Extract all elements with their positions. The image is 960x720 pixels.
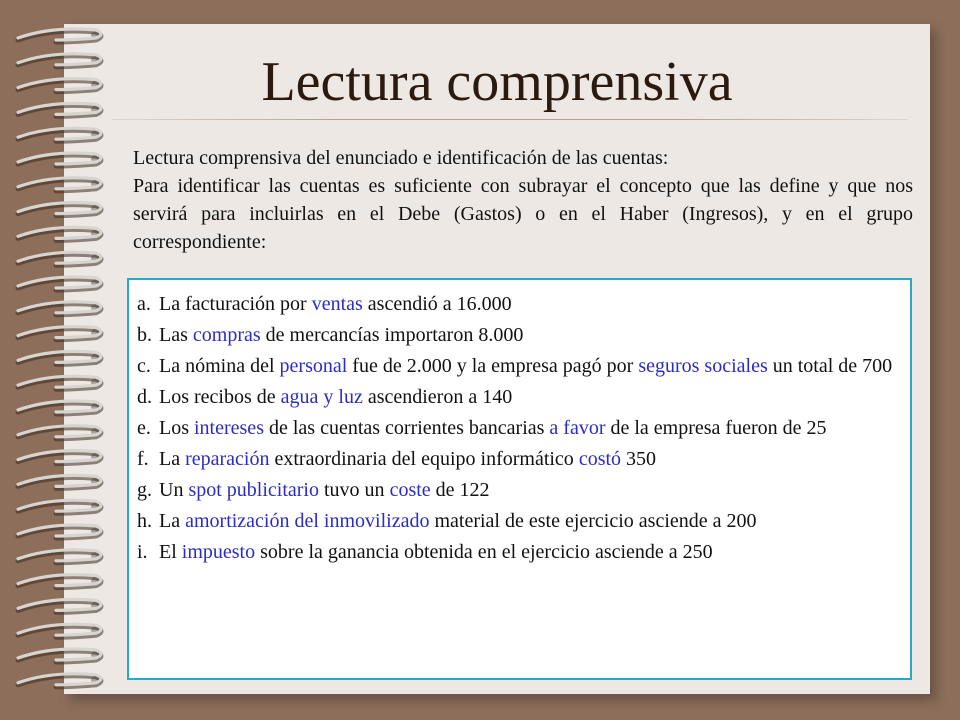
spiral-ring-icon bbox=[18, 277, 101, 290]
highlighted-concept: intereses bbox=[194, 417, 264, 439]
list-item bbox=[137, 537, 904, 568]
list-item-text bbox=[159, 537, 904, 568]
statement-text: El bbox=[159, 541, 182, 563]
list-item-letter: g. bbox=[137, 479, 152, 501]
list-item-letter: e. bbox=[137, 417, 151, 439]
spiral-ring-icon bbox=[18, 29, 101, 42]
statement-text: La nómina del bbox=[159, 355, 280, 377]
spiral-ring-icon bbox=[18, 624, 101, 637]
statement-text: fue de 2.000 y la empresa pagó por bbox=[347, 355, 639, 377]
statement-text: de las cuentas corrientes bancarias bbox=[263, 417, 550, 439]
page-title: Lectura comprensiva bbox=[261, 51, 733, 113]
statement-text: un total de 700 bbox=[767, 355, 893, 377]
spiral-ring-icon bbox=[18, 178, 101, 191]
statement-text: Los bbox=[159, 417, 194, 439]
list-item bbox=[137, 475, 904, 506]
list-item-letter: b. bbox=[137, 324, 152, 346]
spiral-ring-icon bbox=[18, 227, 101, 240]
list-item-text bbox=[159, 475, 904, 506]
list-item-letter: c. bbox=[137, 355, 151, 377]
statement-text: sobre la ganancia obtenida en el ejercicio asciende a 250 bbox=[255, 541, 713, 563]
statement-text: La bbox=[159, 510, 186, 532]
highlighted-concept: personal bbox=[279, 355, 348, 377]
spiral-ring-icon bbox=[18, 153, 101, 166]
spiral-ring-icon bbox=[18, 500, 101, 513]
spiral-ring-icon bbox=[18, 426, 101, 439]
title-divider bbox=[112, 119, 908, 120]
list-item bbox=[137, 320, 904, 351]
highlighted-concept: compras bbox=[192, 324, 261, 346]
statement-text: material de este ejercicio asciende a 200 bbox=[429, 510, 757, 532]
list-item bbox=[137, 413, 904, 444]
list-item-text bbox=[159, 320, 904, 351]
highlighted-concept: spot publicitario bbox=[188, 479, 319, 501]
highlighted-concept: a favor bbox=[549, 417, 606, 439]
statement-text: 350 bbox=[621, 448, 657, 470]
statements-box bbox=[127, 278, 912, 680]
highlighted-concept: costó bbox=[578, 448, 622, 470]
statement-text: ascendió a 16.000 bbox=[362, 293, 512, 315]
spiral-ring-icon bbox=[18, 674, 101, 687]
statement-text: Un bbox=[159, 479, 189, 501]
list-item bbox=[137, 289, 904, 320]
statement-text: tuvo un bbox=[319, 479, 390, 501]
spiral-ring-icon bbox=[18, 525, 101, 538]
list-item-letter: d. bbox=[137, 386, 152, 408]
intro-line-1: Lectura comprensiva del enunciado e identificación de las cuentas: bbox=[133, 147, 669, 169]
highlighted-concept: reparación bbox=[185, 448, 270, 470]
highlighted-concept: seguros sociales bbox=[638, 355, 768, 377]
spiral-ring-icon bbox=[18, 599, 101, 612]
list-item-letter: f. bbox=[137, 448, 149, 470]
spiral-ring-icon bbox=[18, 327, 101, 340]
statement-text: Las bbox=[159, 324, 193, 346]
list-item-letter: h. bbox=[137, 510, 152, 532]
spiral-binding-icon bbox=[12, 22, 112, 698]
list-item-text bbox=[159, 413, 904, 444]
intro-text bbox=[133, 144, 913, 256]
list-item-text bbox=[159, 382, 904, 413]
spiral-ring-icon bbox=[18, 451, 101, 464]
list-item bbox=[137, 444, 904, 475]
intro-line-2: Para identificar las cuentas es suficiente con subrayar el concepto que las define y que nos servirá para incluirlas en el Debe (Gastos) o en el Haber (Ingresos), y en el grupo correspondiente: bbox=[133, 175, 913, 253]
list-item-text bbox=[159, 506, 904, 537]
spiral-ring-icon bbox=[18, 203, 101, 216]
list-item-letter: i. bbox=[137, 541, 148, 563]
spiral-ring-icon bbox=[18, 252, 101, 265]
spiral-ring-icon bbox=[18, 401, 101, 414]
spiral-ring-icon bbox=[18, 128, 101, 141]
spiral-ring-icon bbox=[18, 649, 101, 662]
statement-text: ascendieron a 140 bbox=[362, 386, 513, 408]
list-item bbox=[137, 506, 904, 537]
highlighted-concept: ventas bbox=[311, 293, 363, 315]
spiral-ring-icon bbox=[18, 550, 101, 563]
statement-text: Los recibos de bbox=[159, 386, 281, 408]
list-item bbox=[137, 351, 904, 382]
highlighted-concept: impuesto bbox=[181, 541, 256, 563]
spiral-ring-icon bbox=[18, 376, 101, 389]
list-item-text bbox=[159, 444, 904, 475]
statement-text: extraordinaria del equipo informático bbox=[269, 448, 579, 470]
list-item-text bbox=[159, 351, 904, 382]
spiral-ring-icon bbox=[18, 351, 101, 364]
spiral-ring-icon bbox=[18, 302, 101, 315]
spiral-ring-icon bbox=[18, 475, 101, 488]
highlighted-concept: agua y luz bbox=[280, 386, 363, 408]
list-item-letter: a. bbox=[137, 293, 151, 315]
statement-text: de la empresa fueron de 25 bbox=[605, 417, 827, 439]
list-item bbox=[137, 382, 904, 413]
spiral-ring-icon bbox=[18, 575, 101, 588]
statement-text: de mercancías importaron 8.000 bbox=[260, 324, 524, 346]
highlighted-concept: amortización del inmovilizado bbox=[185, 510, 430, 532]
statement-text: La bbox=[159, 448, 186, 470]
highlighted-concept: coste bbox=[389, 479, 431, 501]
statement-text: La facturación por bbox=[159, 293, 312, 315]
statement-text: de 122 bbox=[430, 479, 490, 501]
list-item-text bbox=[159, 289, 904, 320]
